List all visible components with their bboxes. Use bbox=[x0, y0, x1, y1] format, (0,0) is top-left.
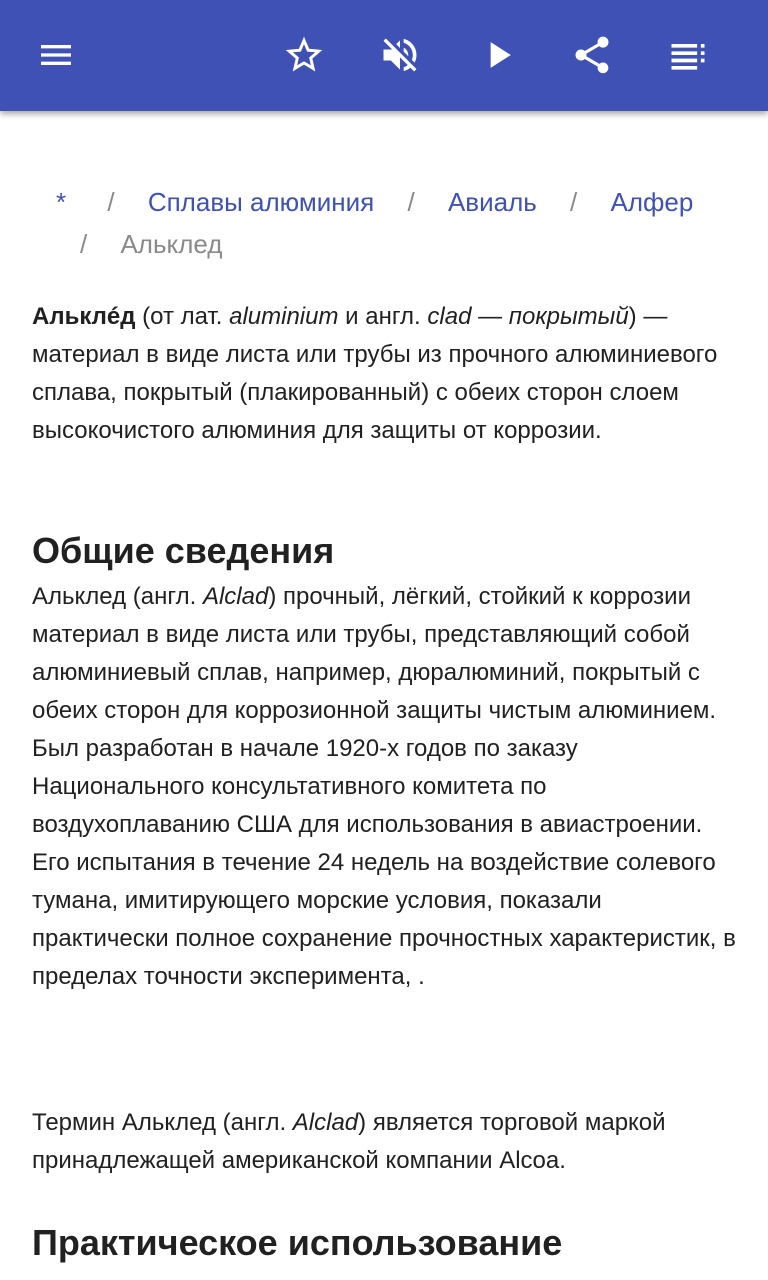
share-button[interactable] bbox=[560, 23, 624, 87]
section-heading-general: Общие сведения bbox=[32, 530, 335, 571]
article-term: Альклéд bbox=[32, 303, 136, 330]
breadcrumb-separator: / bbox=[407, 187, 415, 217]
menu-button[interactable] bbox=[24, 23, 88, 87]
playlist-icon bbox=[666, 33, 710, 77]
breadcrumb-separator: / bbox=[80, 229, 88, 259]
star-icon bbox=[282, 33, 326, 77]
volume-off-icon bbox=[378, 33, 422, 77]
paragraph-text: Термин Альклед (англ. bbox=[32, 1109, 293, 1136]
intro-latin-term: aluminium bbox=[229, 303, 339, 330]
play-button[interactable] bbox=[466, 23, 530, 87]
intro-english-term: clad — покрытый bbox=[427, 303, 629, 330]
intro-text: ) — материал в виде листа или трубы из прочного алюминиевого сплава, покрытый (плакированный) с обеих сторон слоем высокочистого алюминия для защиты от коррозии. bbox=[32, 303, 718, 444]
share-icon bbox=[570, 33, 614, 77]
section-heading-usage: Практическое использование bbox=[32, 1222, 563, 1263]
breadcrumb-item-avial[interactable]: Авиаль bbox=[447, 187, 537, 217]
intro-text: и англ. bbox=[338, 303, 428, 330]
alclad-term: Alclad bbox=[292, 1109, 359, 1136]
breadcrumb-item-root[interactable]: * bbox=[56, 187, 67, 217]
breadcrumb-item-alfer[interactable]: Алфер bbox=[610, 187, 694, 217]
play-icon bbox=[476, 33, 520, 77]
paragraph-text: Альклед (англ. bbox=[32, 583, 203, 610]
paragraph-text: ) прочный, лёгкий, стойкий к коррозии материал в виде листа или трубы, представляющий собой алюминиевый сплав, например, дюралюминий, покрытый с обеих сторон для коррозионной защиты чистым алюминием. Был разработан в начале 1920-х годов по заказу Национального консультативного комитета по воздухоплаванию США для использования в авиастроении. Его испытания в течение 24 недель на воздействие солевого тумана, имитирующего морские условия, показали практически полное сохранение прочностных характеристик, в пределах точности эксперимента, . bbox=[32, 583, 736, 990]
article-content bbox=[0, 111, 768, 1280]
favorite-button[interactable] bbox=[272, 23, 336, 87]
mute-button[interactable] bbox=[368, 23, 432, 87]
general-paragraph-1 bbox=[32, 578, 742, 996]
app-toolbar bbox=[0, 0, 768, 111]
breadcrumb-item-aluminium-alloys[interactable]: Сплавы алюминия bbox=[147, 187, 375, 217]
contents-button[interactable] bbox=[656, 23, 720, 87]
alclad-term: Alclad bbox=[202, 583, 269, 610]
breadcrumb-separator: / bbox=[570, 187, 578, 217]
general-paragraph-2 bbox=[32, 1104, 742, 1180]
intro-paragraph bbox=[32, 298, 742, 450]
breadcrumb-current: Альклед bbox=[120, 229, 223, 259]
menu-icon bbox=[36, 35, 76, 75]
breadcrumb-separator: / bbox=[107, 187, 115, 217]
intro-text: (от лат. bbox=[135, 303, 230, 330]
paragraph-text: ) является торговой маркой принадлежащей американской компании Alcoa. bbox=[32, 1109, 666, 1174]
